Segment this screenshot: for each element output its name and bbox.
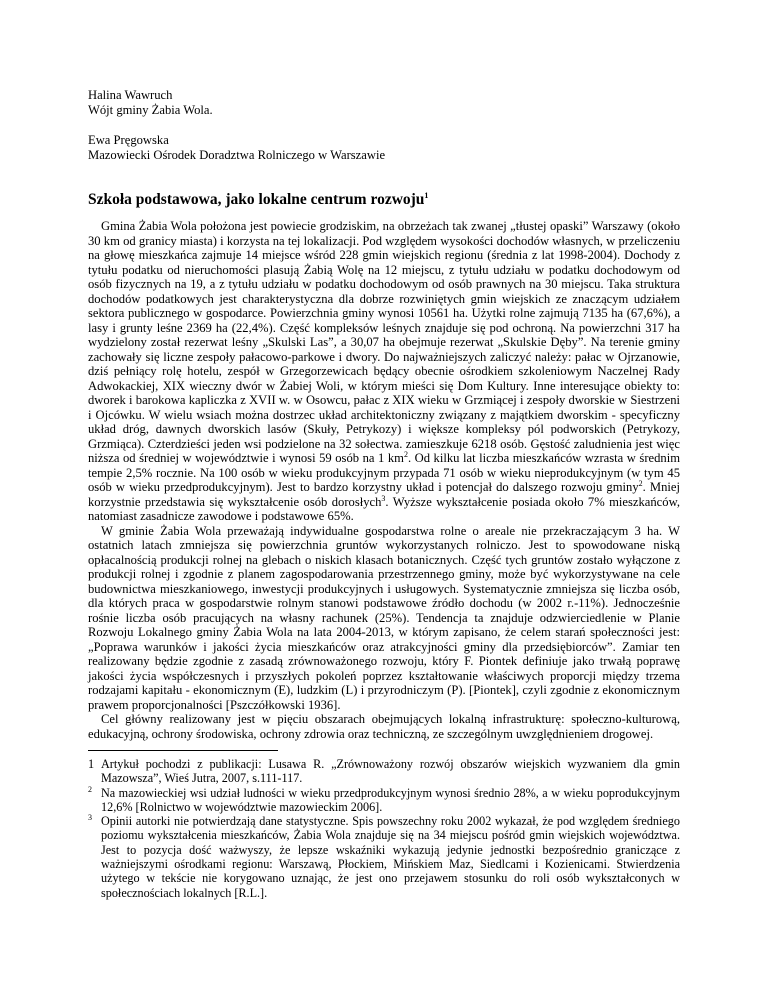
footnote-1 [88,757,680,786]
paragraph-1: Gmina Żabia Wola położona jest powiecie grodziskim, na obrzeżach tak zwanej „tłustej opaski” Warszawy (około 30 km od granicy miasta) i korzysta na tej lokalizacji. Pod względem wysokości dochodów własnych, w przeliczeniu na głowę mieszkańca zajmuje 14 miejsce wśród 228 gmin wiejskich regionu (średnia z lat 1998-2004). Dochody z tytułu podatku od nieruchomości plasują Żabią Wolę na 12 miejscu, z tytułu udziału w podatku dochodowym od osób fizycznych na 19, a z tytułu udziału w podatku dochodowym od osób prawnych na 30 miejscu. Taka struktura dochodów podatkowych jest charakterystyczna dla dobrze rozwiniętych gmin wiejskich ze znaczącym udziałem sektora publicznego w gospodarce. Powierzchnia gminy wynosi 10561 ha. Użytki rolne zajmują 7135 ha (67,6%), a lasy i grunty leśne 2369 ha (22,4%). Część kompleksów leśnych znajduje się pod ochroną. Na powierzchni 317 ha wydzielony został rezerwat leśny „Skulski Las”, a 30,07 ha obejmuje rezerwat „Skulskie Dęby”. Na terenie gminy zachowały się liczne zespoły pałacowo-parkowe i dwory. Do najważniejszych zaliczyć należy: pałac w Ojrzanowie, dziś pełniący rolę hotelu, zespół w Grzegorzewicach będący obecnie ośrodkiem szkoleniowym Naczelnej Rady Adwokackiej, XIX wieczny dwór w Żabiej Woli, w którym mieści się Dom Kultury. Inne interesujące obiekty to: dworek i barokowa kapliczka z XVII w. w Osowcu, pałac z XIX wieku w Grzmiącej i zespoły dworskie w Siestrzeni i Ojcówku. W wielu wsiach można dostrzec układ architektoniczny związany z majątkiem dworskim - specyficzny układ dróg, dawnych dworskich lasów (Skuły, Petrykozy) i większe kompleksy pól podworskich (Petrykozy, Grzmiąca). Czterdzieści jeden wsi podzielone na 32 sołectwa. zamieszkuje 6218 osób. Gęstość zaludnienia jest więc niższa od średniej w województwie i wynosi 59 osób na 1 $km^2$. Od kilku lat liczba mieszkańców wzrasta w średnim tempie 2,5% rocznie. Na 100 osób w wieku produkcyjnym przypada 71 osób w wieku nieprodukcyjnym (w tym 45 osób w wieku przedprodukcyjnym). Jest to bardzo korzystny układ i potencjał do dalszego rozwoju gminy$^2$. Mniej korzystnie przedstawia się wykształcenie osób dorosłych$^3$. Wyższe wykształcenie posiada około 7% mieszkańców, natomiast zasadnicze zawodowe i podstawowe 65%. [88,219,680,523]
title-text: Szkoła podstawowa, jako lokalne centrum rozwoju [88,191,425,208]
document-page [88,88,680,900]
article-title [88,191,680,209]
footnote-3-mark: 3 [88,813,92,823]
footnote-3 [88,814,680,900]
paragraph-2: W gminie Żabia Wola przeważają indywidualne gospodarstwa rolne o areale nie przekraczającym 3 ha. W ostatnich latach zmniejsza się powierzchnia gruntów wykorzystanych rolniczo. Jest to spowodowane niską opłacalnością produkcji rolnej na glebach o niskich klasach botanicznych. Część tych gruntów zostało wyłączone z produkcji rolnej i zgodnie z planem zagospodarowania przestrzennego gminy, może być wykorzystywane na cele budownictwa mieszkaniowego, inwestycji produkcyjnych i usługowych. Systematycznie zmniejsza się liczba osób, dla których praca w gospodarstwie rolnym stanowi podstawowe źródło dochodu (w 2002 r.-11%). Jednocześnie rośnie liczba osób pracujących na własny rachunek (25%). Tendencja ta znajduje odzwierciedlenie w Planie Rozwoju Lokalnego gminy Żabia Wola na lata 2004-2013, w którym zapisano, że celem starań społeczności jest: „Poprawa warunków i jakości życia mieszkańców oraz atrakcyjności gminy dla przedsiębiorców”. Zamiar ten realizowany będzie zgodnie z zasadą zrównoważonego rozwoju, który F. Piontek definiuje jako trwałą poprawę jakości życia współczesnych i przyszłych pokoleń poprzez kształtowanie właściwych proporcji między trzema rodzajami kapitału - ekonomicznym (E), ludzkim (L) i przyrodniczym (P). [Piontek], czyli zgodnie z ekonomicznym prawem proporcjonalności [Pszczółkowski 1936]. [88,523,680,712]
author-1-role: Wójt gminy Żabia Wola. [88,103,213,117]
paragraph-3: Cel główny realizowany jest w pięciu obszarach obejmujących lokalną infrastrukturę: społeczno-kulturową, edukacyjną, ochrony środowiska, ochrony zdrowia oraz techniczną, ze szczególnym uwzględnieniem drogowej. [88,712,680,741]
superscript-km2: 2 [403,449,408,459]
footnote-3-text: Opinii autorki nie potwierdzają dane statystyczne. Spis powszechny roku 2002 wykazał, że pod względem średniego poziomu wykształcenia mieszkańców, Żabia Wola znajduje się na 34 miejscu pośród gmin wiejskich województwa. Jest to pozycja dość ważwyszy, że lepsze wskaźniki wykazują jedynie jednostki bezpośrednio graniczące z ważniejszymi ośrodkami regionu: Warszawą, Płockiem, Mińskiem Maz, Siedlcami i Kozienicami. Stwierdzenia użytego w tekście nie korygowano uznając, że jest ono przejawem stosunku do roli osób wykształconych w społecznościach lokalnych [R.L.]. [101,814,680,900]
footnote-2-text: Na mazowieckiej wsi udział ludności w wieku przedprodukcyjnym wynosi średnio 28%, a w wieku poprodukcyjnym 12,6% [Rolnictwo w województwie mazowieckim 2006]. [101,785,680,814]
footnote-1-mark: 1 [88,757,95,771]
footnote-ref-2: 2 [638,478,643,488]
footnote-2-mark: 2 [88,784,92,794]
author-1-name: Halina Wawruch [88,88,173,102]
footnote-ref-3: 3 [381,493,386,503]
title-footnote-mark: 1 [424,190,429,200]
footnote-1-text: Artykuł pochodzi z publikacji: Lusawa R. „Zrównoważony rozwój obszarów wiejskich wyzwaniem dla gmin Mazowsza”, Wieś Jutra, 2007, s.111-117. [101,757,680,786]
author-2-role: Mazowiecki Ośrodek Doradztwa Rolniczego w Warszawie [88,148,386,162]
footnote-2 [88,786,680,815]
author-block [88,88,680,163]
author-2-name: Ewa Pręgowska [88,133,169,147]
footnote-separator [88,750,278,751]
